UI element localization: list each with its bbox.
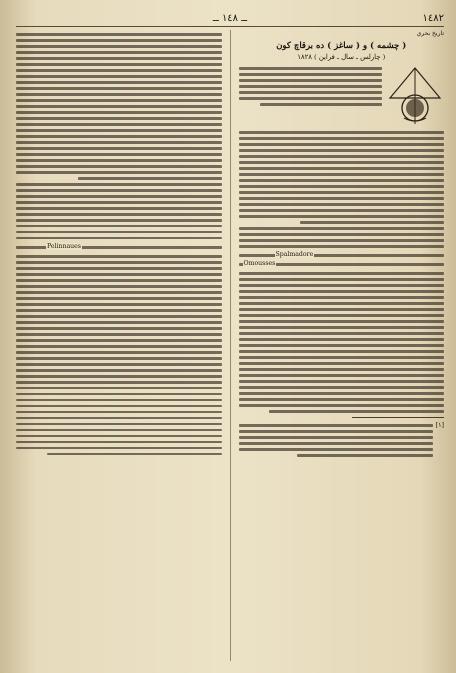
text-line <box>239 239 445 242</box>
text-line <box>16 255 222 258</box>
text-line <box>16 417 222 420</box>
text-line <box>239 320 445 323</box>
text-line <box>16 39 222 42</box>
text-line <box>16 189 222 192</box>
text-line <box>239 362 445 365</box>
article-subhead: ( چارلس ـ سال ـ فراين ) ١٨٢٨ <box>297 53 386 61</box>
text-line <box>239 185 445 188</box>
text-line <box>239 149 445 152</box>
text-line <box>239 73 383 76</box>
text-line <box>16 267 222 270</box>
text-line <box>239 131 445 134</box>
text-line <box>16 399 222 402</box>
text-line <box>239 272 445 275</box>
running-title: ــ ١٤٨ ــ <box>212 13 248 24</box>
text-line <box>16 423 222 426</box>
text-line <box>239 179 445 182</box>
text-line <box>239 344 445 347</box>
text-line <box>16 153 222 156</box>
text-line <box>16 411 222 414</box>
right-column <box>239 30 445 661</box>
text-line <box>239 436 433 439</box>
text-line <box>47 453 222 456</box>
text-line <box>239 350 445 353</box>
latin-term-row <box>239 251 445 260</box>
text-line <box>16 219 222 222</box>
text-line <box>16 81 222 84</box>
text-line <box>16 93 222 96</box>
text-line <box>239 209 445 212</box>
text-line <box>239 314 445 317</box>
text-columns <box>16 30 444 661</box>
text-line <box>239 332 445 335</box>
column-divider <box>230 30 231 661</box>
text-line <box>16 351 222 354</box>
text-line <box>16 369 222 372</box>
text-line <box>16 363 222 366</box>
text-line <box>16 51 222 54</box>
text-line <box>16 387 222 390</box>
text-line <box>239 254 445 257</box>
text-line <box>239 197 445 200</box>
text-line <box>239 79 383 82</box>
text-line <box>16 213 222 216</box>
text-line <box>16 105 222 108</box>
text-line <box>16 327 222 330</box>
intro-with-seal <box>239 64 445 128</box>
text-line <box>16 63 222 66</box>
left-column-body <box>16 33 222 455</box>
text-line <box>239 245 445 248</box>
text-line <box>269 410 444 413</box>
text-line <box>16 33 222 36</box>
text-line <box>16 357 222 360</box>
text-line <box>16 57 222 60</box>
text-line <box>16 195 222 198</box>
footnote-rule <box>352 417 444 418</box>
text-line <box>239 398 445 401</box>
text-line <box>16 171 222 174</box>
text-line <box>239 227 445 230</box>
text-line <box>239 290 445 293</box>
text-line <box>16 45 222 48</box>
text-line <box>16 183 222 186</box>
text-line <box>239 137 445 140</box>
text-line <box>239 167 445 170</box>
text-line <box>16 315 222 318</box>
text-line <box>78 177 222 180</box>
footnote-marker: [١] <box>435 420 444 429</box>
text-line <box>239 448 433 451</box>
text-line <box>239 338 445 341</box>
text-line <box>239 91 383 94</box>
text-line <box>239 296 445 299</box>
text-line <box>16 123 222 126</box>
text-line <box>260 103 382 106</box>
section-corner-label: تاريخ بحري <box>416 30 444 37</box>
left-column <box>16 30 222 661</box>
text-line <box>16 447 222 450</box>
text-line <box>16 441 222 444</box>
text-line <box>16 303 222 306</box>
text-line <box>239 356 445 359</box>
text-line <box>16 231 222 234</box>
text-line <box>16 261 222 264</box>
flag-seal-illustration <box>386 64 444 128</box>
text-line <box>16 345 222 348</box>
footnote <box>239 421 445 460</box>
text-line <box>16 207 222 210</box>
text-line <box>239 380 445 383</box>
text-line <box>239 284 445 287</box>
text-line <box>239 326 445 329</box>
text-line <box>16 291 222 294</box>
text-line <box>16 297 222 300</box>
text-line <box>16 435 222 438</box>
text-line <box>16 111 222 114</box>
text-line <box>239 430 433 433</box>
text-line <box>16 75 222 78</box>
text-line <box>239 386 445 389</box>
text-line <box>16 333 222 336</box>
text-line <box>239 392 445 395</box>
latin-term-row <box>16 243 222 252</box>
text-line <box>239 215 445 218</box>
text-line <box>16 87 222 90</box>
text-line <box>239 161 445 164</box>
text-line <box>16 375 222 378</box>
latin-term-row <box>239 260 445 269</box>
text-line <box>239 155 445 158</box>
text-line <box>300 221 444 224</box>
text-line <box>16 339 222 342</box>
latin-term-pelinnaues: Pelinnaues <box>47 242 81 250</box>
text-line <box>16 159 222 162</box>
text-line <box>239 97 383 100</box>
text-line <box>239 173 445 176</box>
text-line <box>16 309 222 312</box>
text-line <box>16 279 222 282</box>
text-line <box>16 285 222 288</box>
text-line <box>16 165 222 168</box>
text-line <box>16 273 222 276</box>
right-column-body <box>239 131 445 412</box>
text-line <box>239 85 383 88</box>
text-line <box>239 404 445 407</box>
text-line <box>16 201 222 204</box>
text-line <box>239 302 445 305</box>
text-line <box>239 374 445 377</box>
text-line <box>239 308 445 311</box>
text-line <box>239 424 433 427</box>
text-line <box>16 225 222 228</box>
text-line <box>16 117 222 120</box>
text-line <box>239 368 445 371</box>
text-line <box>16 135 222 138</box>
text-line <box>16 147 222 150</box>
text-line <box>239 203 445 206</box>
page-header <box>16 10 444 27</box>
text-line <box>16 129 222 132</box>
latin-term-omousses: Omousses <box>243 260 276 268</box>
text-line <box>239 233 445 236</box>
text-line <box>16 69 222 72</box>
page-number: ١٤٨٢ <box>422 13 444 24</box>
text-line <box>239 191 445 194</box>
text-line <box>16 141 222 144</box>
intro-lines <box>239 64 383 109</box>
text-line <box>239 442 433 445</box>
text-line <box>239 143 445 146</box>
text-line <box>239 278 445 281</box>
text-line <box>16 429 222 432</box>
text-line <box>297 454 433 457</box>
text-line <box>16 381 222 384</box>
latin-term-spalmadore: Spalmadore <box>275 251 314 259</box>
article-headword: ( چشمه ) و ( ساغز ) ده برقاچ كون <box>276 41 407 51</box>
text-line <box>16 237 222 240</box>
text-line <box>239 67 383 70</box>
text-line <box>16 321 222 324</box>
text-line <box>16 99 222 102</box>
text-line <box>16 393 222 396</box>
text-line <box>16 405 222 408</box>
